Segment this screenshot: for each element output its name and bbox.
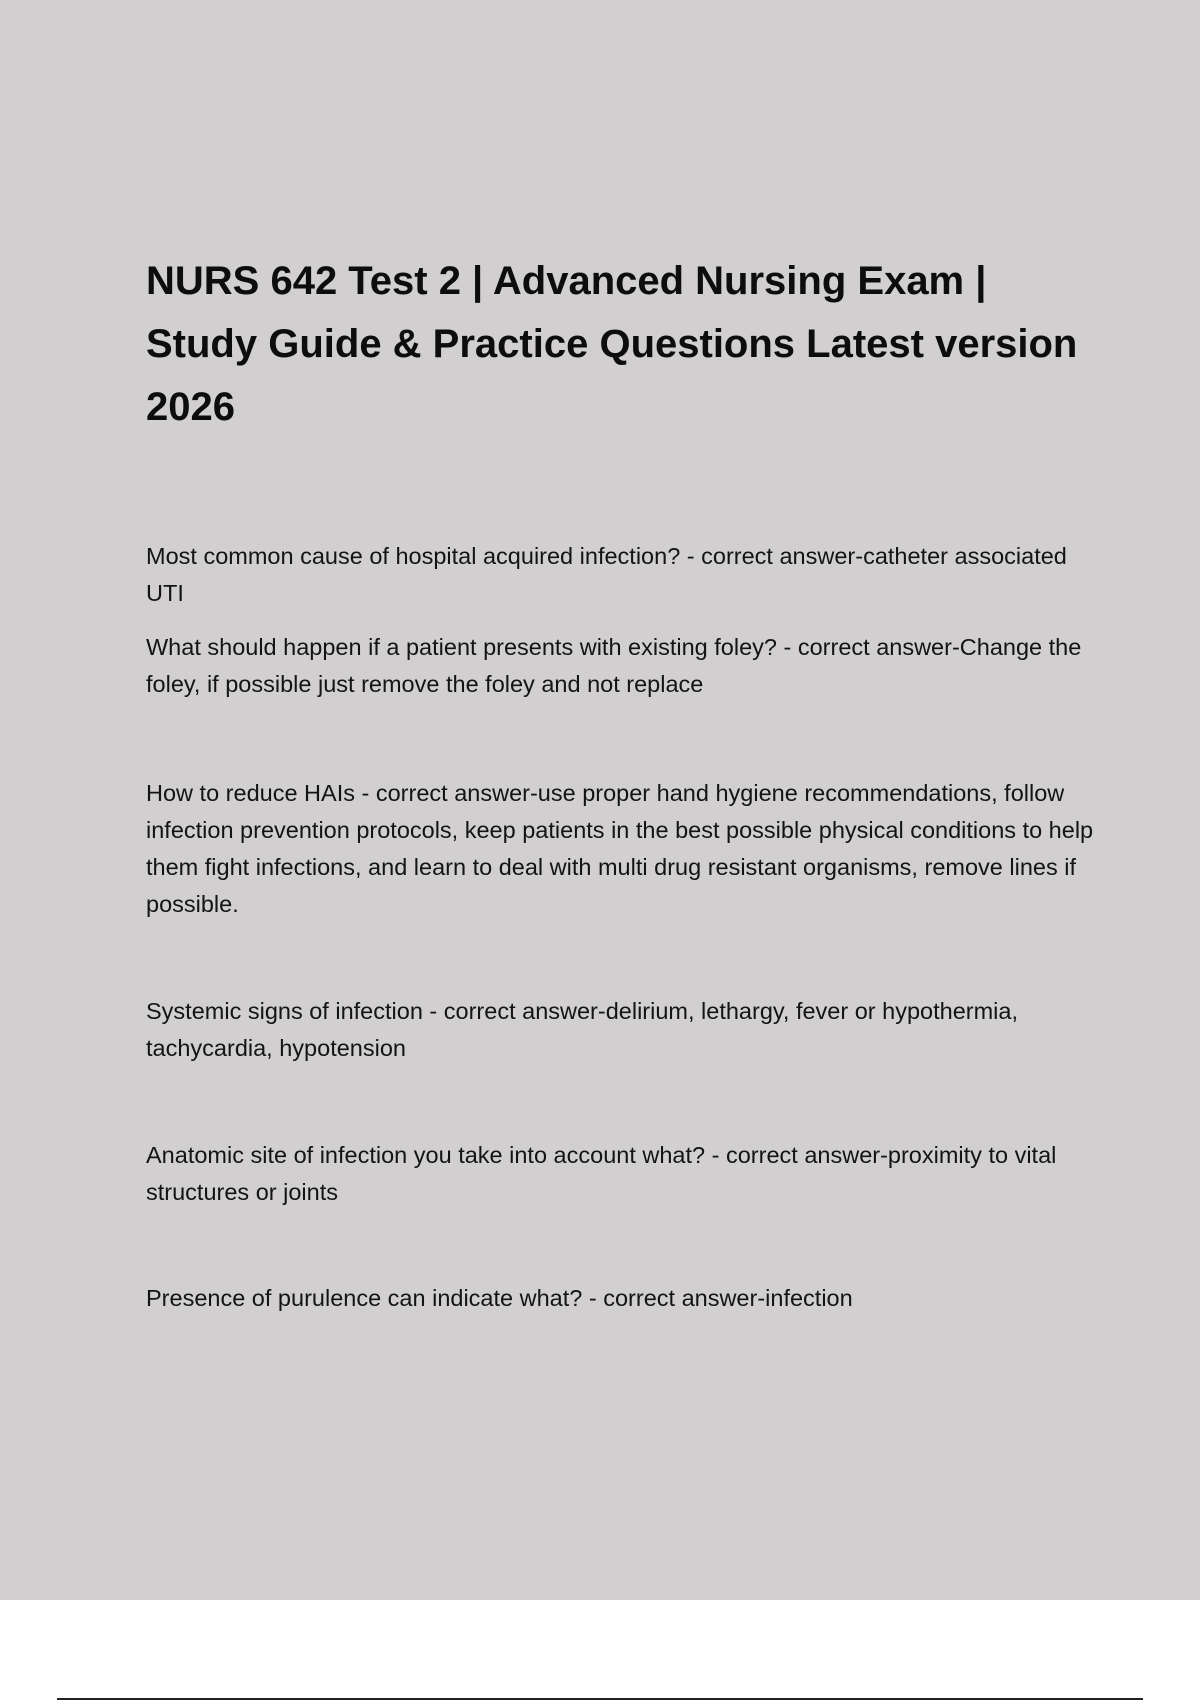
qa-entry-existing-foley: What should happen if a patient presents with existing foley? - correct answer-Change the foley, if possible just remove the foley and not replace bbox=[146, 634, 1082, 697]
qa-entry-systemic-signs: Systemic signs of infection - correct answer-delirium, lethargy, fever or hypothermia, tachycardia, hypotension bbox=[146, 998, 1019, 1061]
qa-entry-anatomic-site: Anatomic site of infection you take into account what? - correct answer-proximity to vital structures or joints bbox=[146, 1142, 1057, 1205]
qa-entry-reduce-hais: How to reduce HAIs - correct answer-use proper hand hygiene recommendations, follow infection prevention protocols, keep patients in the best possible physical conditions to help them fight infections, and learn to deal with multi drug resistant organisms, remove lines if possible. bbox=[146, 780, 1094, 917]
qa-entry-hospital-acquired-infection: Most common cause of hospital acquired infection? - correct answer-catheter associated UTI bbox=[146, 543, 1067, 606]
document-title: NURS 642 Test 2 | Advanced Nursing Exam | Study Guide & Practice Questions Latest version 2026 bbox=[146, 259, 1078, 429]
qa-entry-purulence: Presence of purulence can indicate what? - correct answer-infection bbox=[146, 1285, 853, 1311]
